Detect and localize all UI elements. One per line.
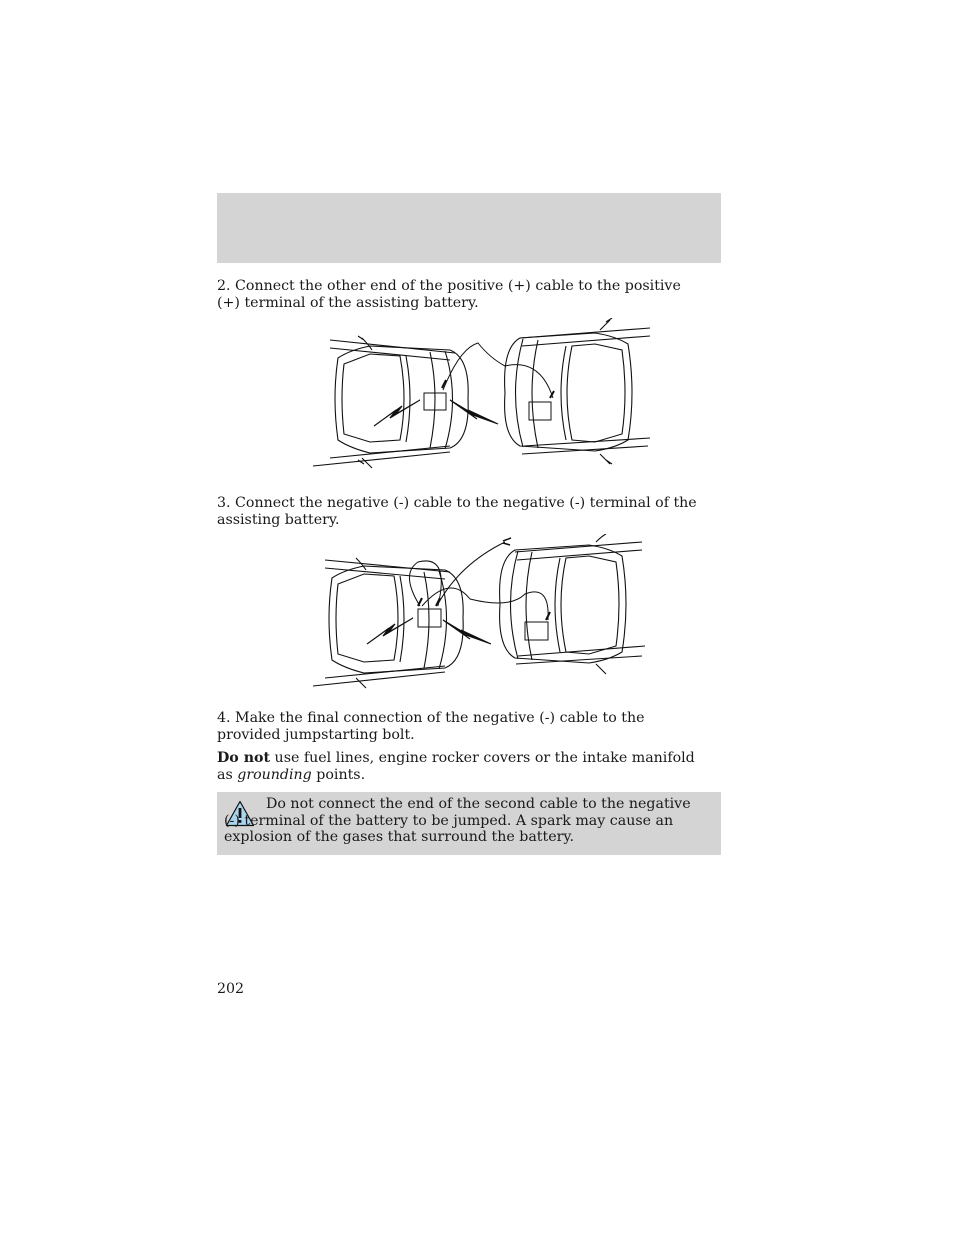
- step-3-text: 3. Connect the negative (-) cable to the negative (-) terminal of the assisting battery.: [217, 495, 697, 528]
- header-band: [217, 193, 721, 263]
- caution-italic: grounding: [237, 766, 312, 783]
- step-2-text: 2. Connect the other end of the positive (+) cable to the positive (+) terminal of the assisting battery.: [217, 278, 681, 311]
- loose-clamp-icon: [503, 538, 511, 545]
- spark-icon-right: [443, 620, 491, 644]
- assisting-car-drawing: [505, 318, 650, 464]
- assisting-car-drawing: [500, 534, 645, 674]
- caution-bold: Do not: [217, 750, 271, 766]
- spark-icon-right: [450, 400, 498, 424]
- jumpstart-figure-positive: [310, 318, 655, 478]
- disabled-car-drawing: [313, 336, 468, 468]
- page-number: 202: [217, 981, 245, 997]
- caution-text-1: use fuel lines, engine rocker covers or the intake manifold as: [217, 750, 695, 783]
- warning-text: Do not connect the end of the second cable to the negative (-) terminal of the battery to be jumped. A spark may cause an explosion of the gases that surround the battery.: [224, 796, 691, 845]
- warning-box: [217, 792, 721, 855]
- jumpstart-figure-negative: [310, 534, 655, 694]
- step-4-text: 4. Make the final connection of the negative (-) cable to the provided jumpstarting bolt.: [217, 710, 645, 743]
- grounding-caution-note: [217, 750, 707, 783]
- spark-icon-left: [374, 400, 420, 426]
- spark-icon-left: [367, 618, 413, 644]
- caution-text-2: points.: [311, 766, 366, 783]
